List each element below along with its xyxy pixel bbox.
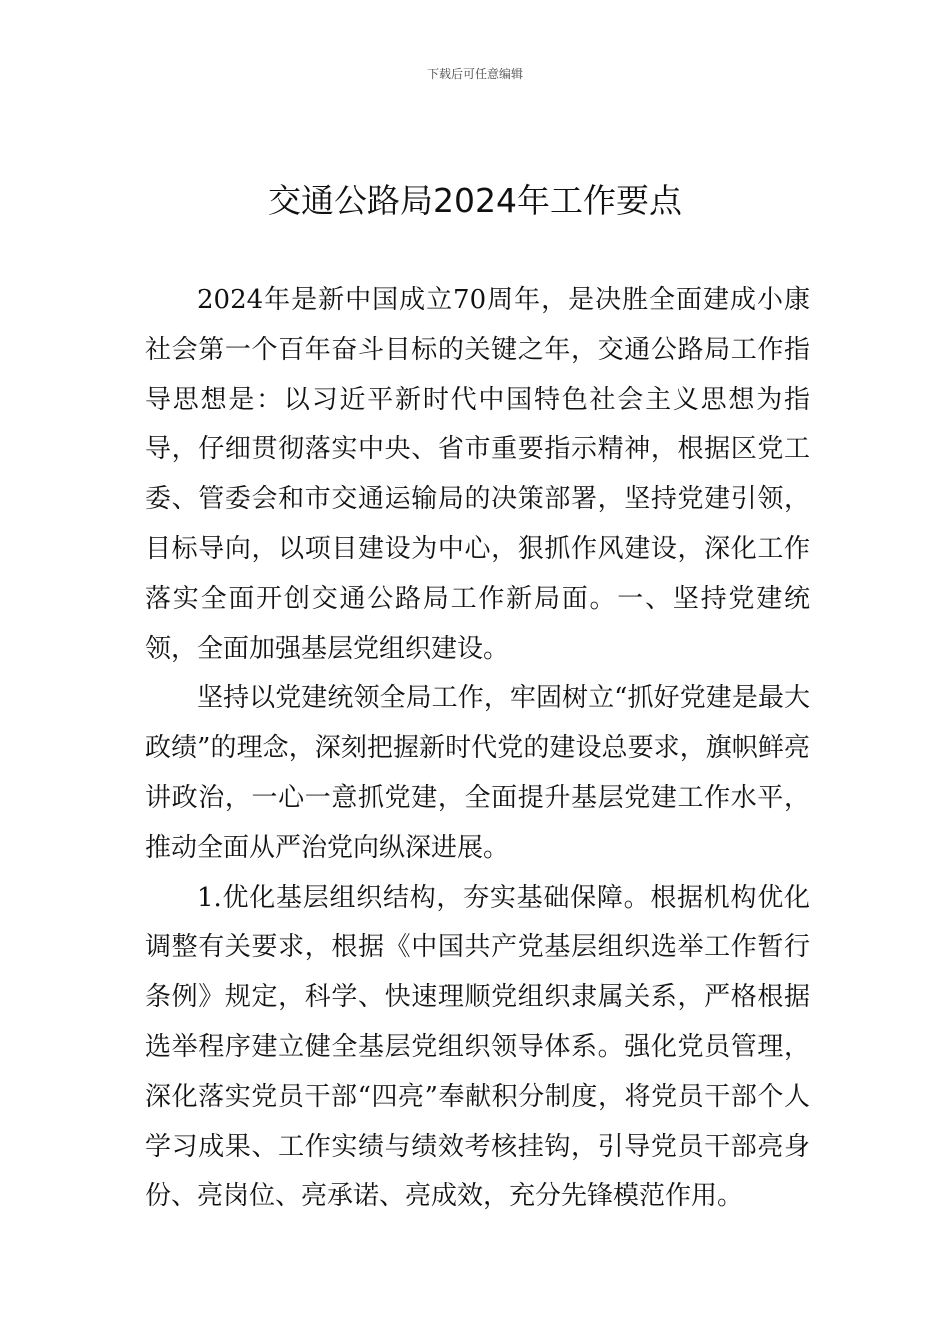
paragraph-party-building: 坚持以党建统领全局工作，牢固树立“抓好党建是最大政绩”的理念，深刻把握新时代党的建设总要求，旗帜鲜亮讲政治，一心一意抓党建，全面提升基层党建工作水平，推动全面从严治党向纵深进展。	[145, 683, 810, 863]
document-body	[145, 276, 810, 1222]
paragraph-item-1: 1.优化基层组织结构，夯实基础保障。根据机构优化调整有关要求，根据《中国共产党基层组织选举工作暂行条例》规定，科学、快速理顺党组织隶属关系，严格根据选举程序建立健全基层党组织领导体系。强化党员管理，深化落实党员干部“四亮”奉献积分制度，将党员干部个人学习成果、工作实绩与绩效考核挂钩，引导党员干部亮身份、亮岗位、亮承诺、亮成效，充分先锋模范作用。	[145, 882, 810, 1212]
header-note: 下载后可任意编辑	[426, 67, 523, 81]
document-title: 交通公路局2024年工作要点	[268, 181, 682, 220]
paragraph-intro: 2024年是新中国成立70周年，是决胜全面建成小康社会第一个百年奋斗目标的关键之年，交通公路局工作指导思想是：以习近平新时代中国特色社会主义思想为指导，仔细贯彻落实中央、省市重要指示精神，根据区党工委、管委会和市交通运输局的决策部署，坚持党建引领，目标导向，以项目建设为中心，狠抓作风建设，深化工作落实全面开创交通公路局工作新局面。一、坚持党建统领，全面加强基层党组织建设。	[145, 285, 810, 664]
